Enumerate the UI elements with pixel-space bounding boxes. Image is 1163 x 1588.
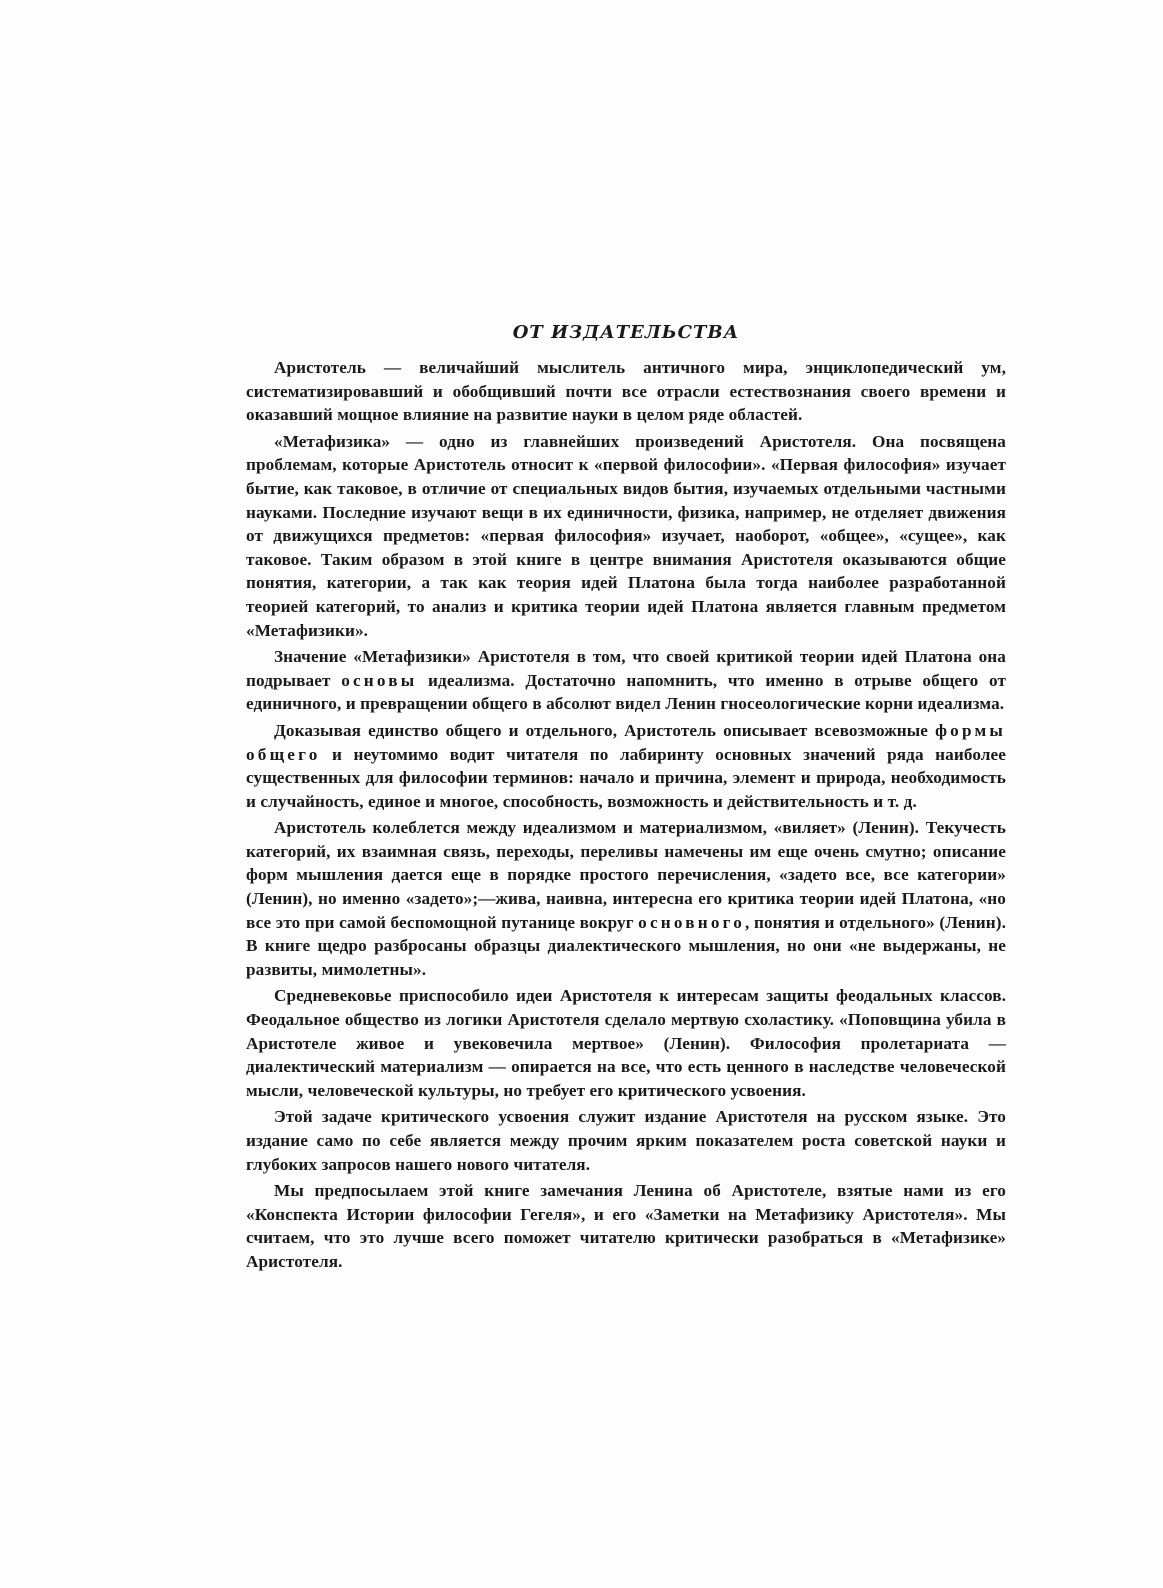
- paragraph-text: , понятия и отдельного» (Ленин). В книге щедро разбросаны образцы диалектического мышления, но они «не выдержаны, не развиты, мимолетны».: [246, 912, 1006, 979]
- paragraph-text: Доказывая единство общего и отдельного, Аристотель описывает всевозможные: [274, 720, 936, 740]
- paragraph-text: Средневековье приспособило идеи Аристотеля к интересам защиты феодальных классов. Феодальное общество из логики Аристотеля сделало мертвую схоластику. «Поповщина убила в Аристотеле живое и увековечила мертвое» (Ленин). Философия пролетариата — диалектический материализм — опирается на все, что есть ценного в наследстве человеческой мысли, человеческой культуры, но требует его критического усвоения.: [246, 986, 1006, 1100]
- emphasis-text: формы общего: [246, 720, 1006, 764]
- paragraph-text: идеализма. Достаточно напомнить, что именно в отрыве общего от единичного, и превращении общего в абсолют видел Ленин гносеологические корни идеализма.: [246, 670, 1006, 714]
- paragraph-5: [246, 816, 1006, 981]
- paragraph-8: [246, 1179, 1006, 1273]
- paragraph-2: [246, 430, 1006, 642]
- paragraph-text: Аристотель — величайший мыслитель античного мира, энциклопедический ум, систематизировавший и обобщивший почти все отрасли естествознания своего времени и оказавший мощное влияние на развитие науки в целом ряде областей.: [246, 358, 1006, 425]
- page-title: ОТ ИЗДАТЕЛЬСТВА: [512, 322, 740, 343]
- text-block: [246, 320, 1006, 1277]
- emphasis-text: основы: [341, 670, 418, 690]
- paragraph-text: Мы предпосылаем этой книге замечания Ленина об Аристотеле, взятые нами из его «Конспекта Истории философии Гегеля», и его «Заметки на Метафизику Аристотеля». Мы считаем, что это лучше всего поможет читателю критически разобраться в «Метафизике» Аристотеля.: [246, 1181, 1006, 1271]
- paragraph-text: Значение «Метафизики» Аристотеля в том, что своей критикой теории идей Платона она подрывает: [246, 647, 1006, 690]
- paragraph-text: и неутомимо водит читателя по лабиринту основных значений ряда наиболее существенных для философии терминов: начало и причина, элемент и природа, необходимость и случайность, единое и многое, способность, возможность и действительность и т. д.: [246, 744, 1006, 811]
- paragraph-3: [246, 645, 1006, 716]
- emphasis-text: основного: [638, 912, 745, 932]
- paragraph-4: [246, 719, 1006, 813]
- paragraph-text: Этой задаче критического усвоения служит издание Аристотеля на русском языке. Это издание само по себе является между прочим ярким показателем роста советской науки и глубоких запросов нашего нового читателя.: [246, 1107, 1006, 1174]
- paragraph-text: Аристотель колеблется между идеализмом и материализмом, «виляет» (Ленин). Текучесть категорий, их взаимная связь, переходы, переливы намечены им еще очень смутно; описание форм мышления дается еще в порядке простого перечисления, «задето все, все категории» (Ленин), но именно «задето»;—жива, наивна, интересна его критика теории идей Платона, «но все это при самой беспомощной путанице вокруг: [246, 818, 1006, 932]
- paragraph-1: [246, 356, 1006, 427]
- paragraph-6: [246, 984, 1006, 1102]
- paragraph-7: [246, 1105, 1006, 1176]
- paragraph-text: «Метафизика» — одно из главнейших произведений Аристотеля. Она посвящена проблемам, которые Аристотель относит к «первой философии». «Первая философия» изучает бытие, как таковое, в отличие от специальных видов бытия, изучаемых отдельными частными науками. Последние изучают вещи в их единичности, физика, например, не отделяет движения от движущихся предметов: «первая философия» изучает, наоборот, «общее», «сущее», как таковое. Таким образом в этой книге в центре внимания Аристотеля оказываются общие понятия, категории, а так как теория идей Платона была тогда наиболее разработанной теорией категорий, то анализ и критика теории идей Платона является главным предметом «Метафизики».: [246, 431, 1006, 640]
